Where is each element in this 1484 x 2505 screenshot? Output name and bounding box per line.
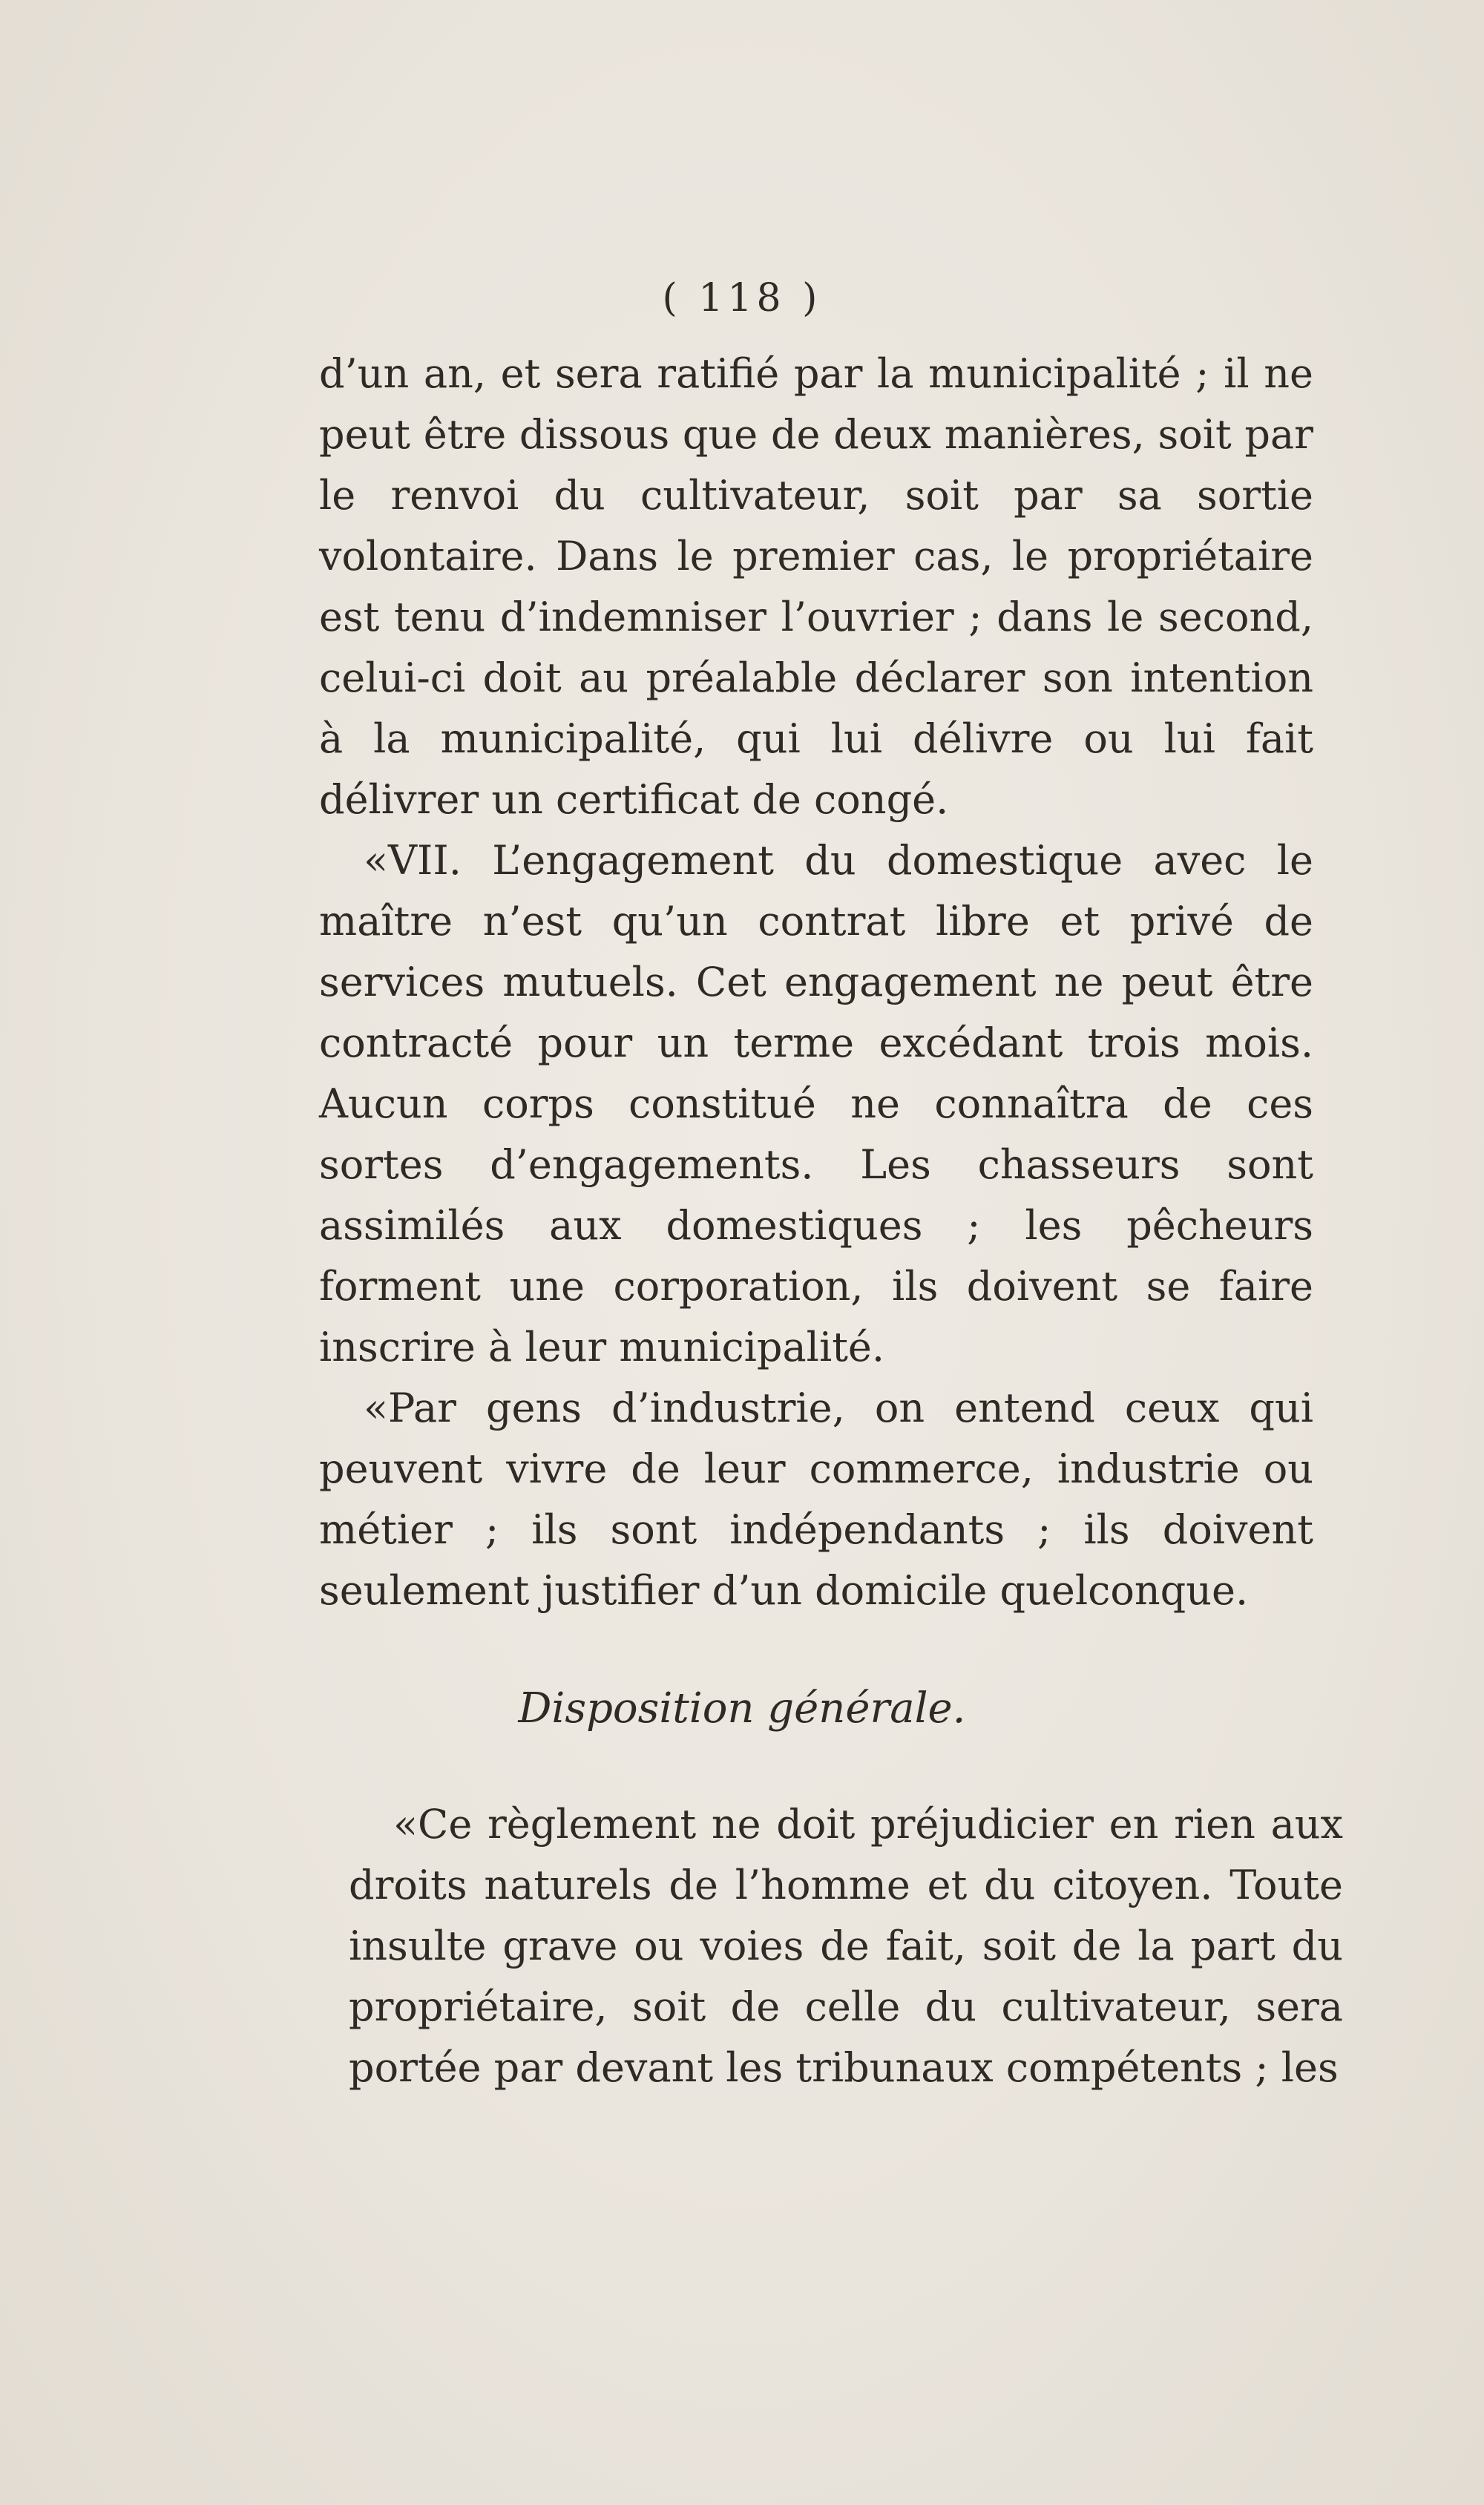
page-number: ( 118 )	[662, 276, 822, 321]
paragraph-article-vii: «VII. L’engagement du domestique avec le maître n’est qu’un contrat libre et privé de services mutuels. Cet engagement ne peut être contracté pour un terme excédant trois mois. Aucun corps constitué ne connaîtra de ces sortes d’engagements. Les chasseurs sont assimilés aux domestiques ; les pêcheurs forment une corporation, ils doivent se faire inscrire à leur municipalité.	[319, 837, 1313, 1370]
section-heading: Disposition générale.	[518, 1684, 966, 1733]
paragraph-gens-industrie: «Par gens d’industrie, on entend ceux qui peuvent vivre de leur commerce, industrie ou métier ; ils sont indépendants ; ils doivent seulement justifier d’un domicile quelconque.	[319, 1385, 1313, 1614]
paragraph-continuation: d’un an, et sera ratifié par la municipalité ; il ne peut être dissous que de deux manières, soit par le renvoi du cultivateur, soit par sa sortie volontaire. Dans le premier cas, le propriétaire est tenu d’indemniser l’ouvrier ; dans le second, celui-ci doit au préalable déclarer son intention à la municipalité, qui lui délivre ou lui fait délivrer un certificat de congé.	[319, 350, 1313, 823]
paragraph-reglement: «Ce règlement ne doit préjudicier en rien aux droits naturels de l’homme et du citoyen. Toute insulte grave ou voies de fait, soit de la part du propriétaire, soit de celle du cultivateur, sera portée par devant les tribunaux compétents ; les	[349, 1801, 1343, 2091]
body-text-bottom	[349, 1794, 1343, 2098]
body-text-top	[319, 344, 1313, 1621]
